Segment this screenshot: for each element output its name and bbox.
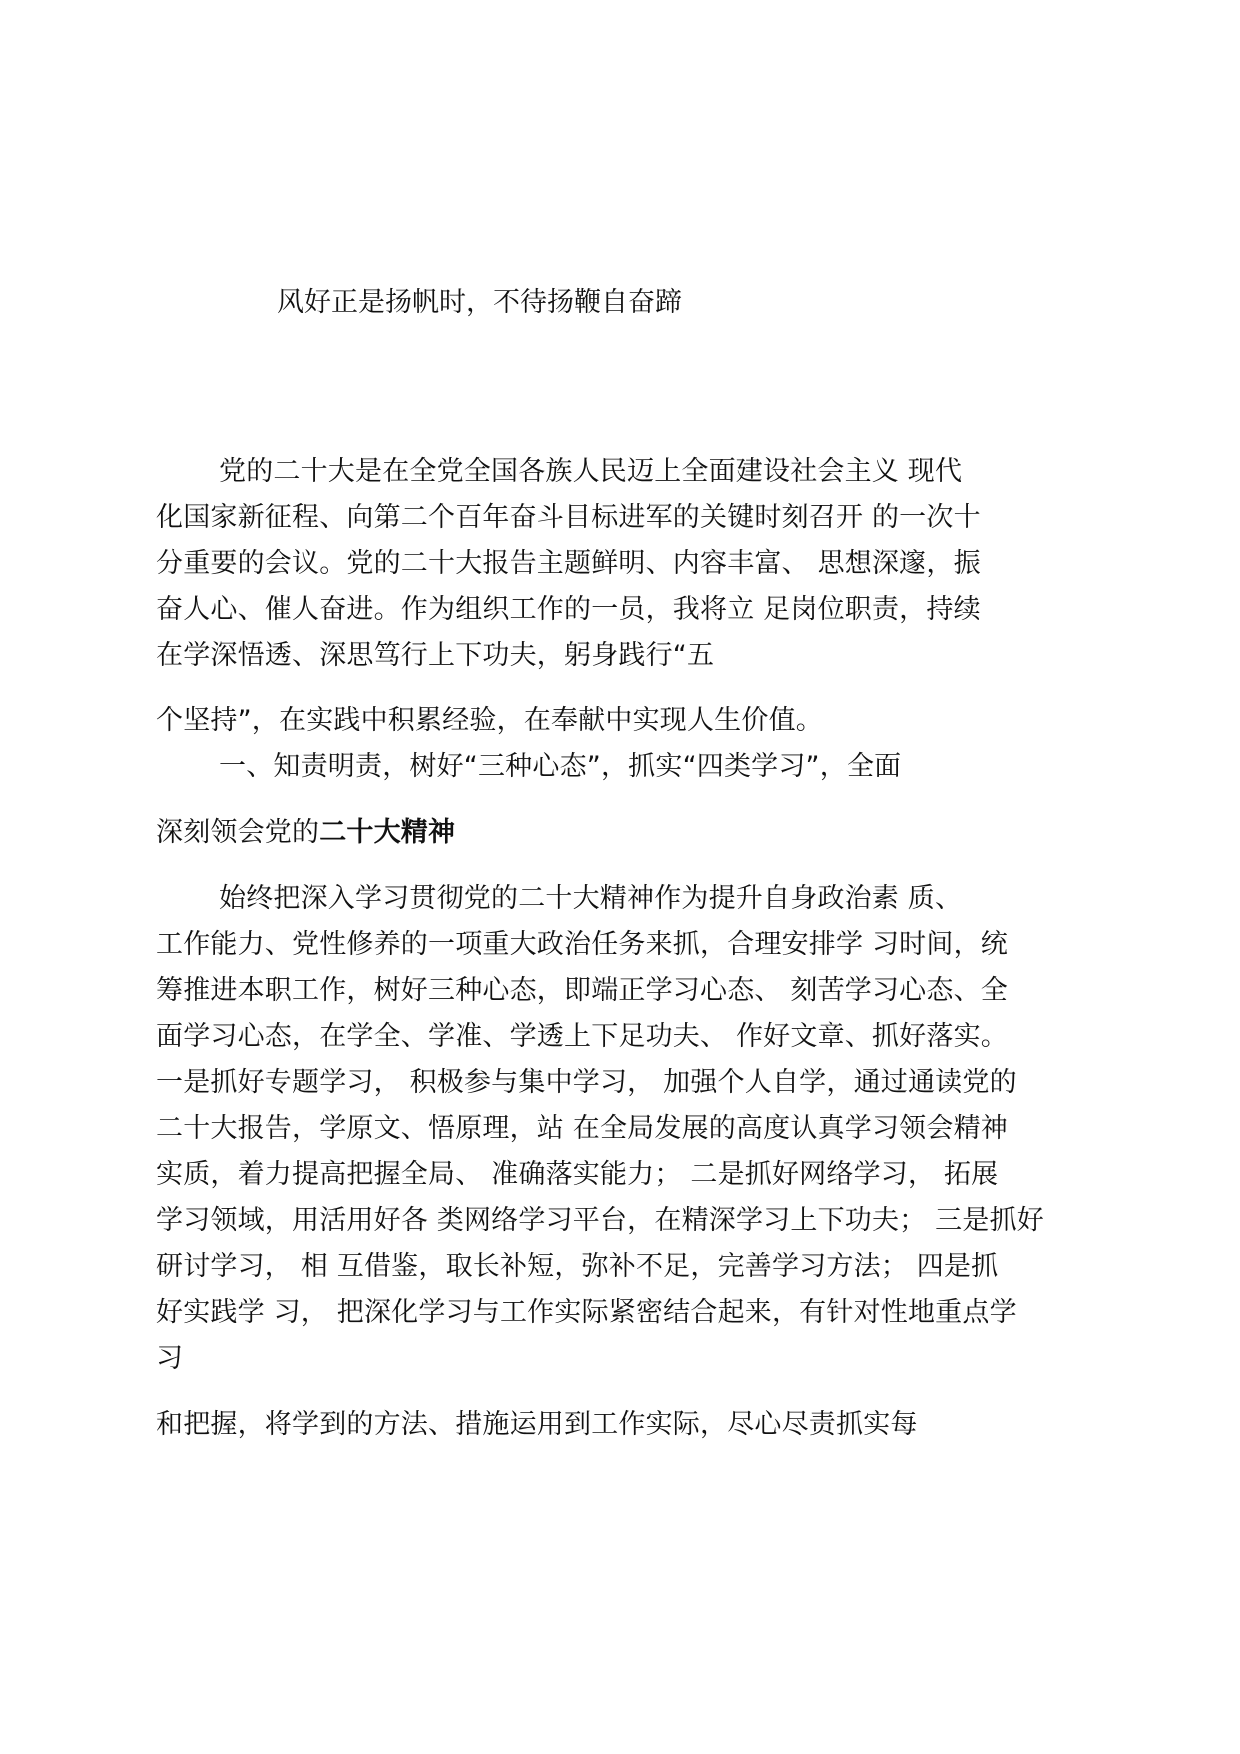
section-heading-continuation: [156, 816, 455, 850]
paragraph-line: 始终把深入学习贯彻党的二十大精神作为提升自身政治素 质、: [219, 883, 963, 914]
paragraph-line: 分重要的会议。党的二十大报告主题鲜明、内容丰富、 思想深邃，振: [156, 548, 981, 579]
paragraph-line: 研讨学习， 相 互借鉴，取长补短，弥补不足，完善学习方法； 四是抓: [156, 1251, 999, 1282]
paragraph-line: 在学深悟透、深思笃行上下功夫，躬身践行“五: [156, 640, 715, 671]
heading-cont-bold: 二十大精神: [319, 817, 456, 848]
document-title: 风好正是扬帆时，不待扬鞭自奋蹄: [277, 287, 682, 318]
paragraph-line: 个坚持”，在实践中积累经验，在奉献中实现人生价值。: [156, 705, 823, 736]
paragraph-line: 奋人心、催人奋进。作为组织工作的一员，我将立 足岗位职责，持续: [156, 594, 981, 625]
paragraph-line: 学习领域，用活用好各 类网络学习平台，在精深学习上下功夫； 三是抓好: [156, 1205, 1044, 1236]
paragraph-line: 党的二十大是在全党全国各族人民迈上全面建设社会主义 现代: [219, 456, 963, 487]
paragraph-line: 习: [156, 1343, 184, 1374]
paragraph-line: 工作能力、党性修养的一项重大政治任务来抓，合理安排学 习时间，统: [156, 929, 1008, 960]
paragraph-line: 化国家新征程、向第二个百年奋斗目标进军的关键时刻召开 的一次十: [156, 502, 981, 533]
paragraph-line: 和把握，将学到的方法、措施运用到工作实际，尽心尽责抓实每: [156, 1409, 918, 1440]
paragraph-line: 一是抓好专题学习， 积极参与集中学习， 加强个人自学，通过通读党的: [156, 1067, 1017, 1098]
paragraph-line: 筹推进本职工作，树好三种心态，即端正学习心态、 刻苦学习心态、全: [156, 975, 1008, 1006]
paragraph-line: 实质，着力提高把握全局、 准确落实能力； 二是抓好网络学习， 拓展: [156, 1159, 999, 1190]
heading-cont-normal: 深刻领会党的: [156, 817, 320, 848]
paragraph-line: 二十大报告，学原文、悟原理，站 在全局发展的高度认真学习领会精神: [156, 1113, 1008, 1144]
section-heading: 一、知责明责，树好“三种心态”，抓实“四类学习”，全面: [219, 751, 902, 782]
paragraph-line: 面学习心态，在学全、学准、学透上下足功夫、 作好文章、抓好落实。: [156, 1021, 1008, 1052]
paragraph-line: 好实践学 习， 把深化学习与工作实际紧密结合起来，有针对性地重点学: [156, 1297, 1017, 1328]
